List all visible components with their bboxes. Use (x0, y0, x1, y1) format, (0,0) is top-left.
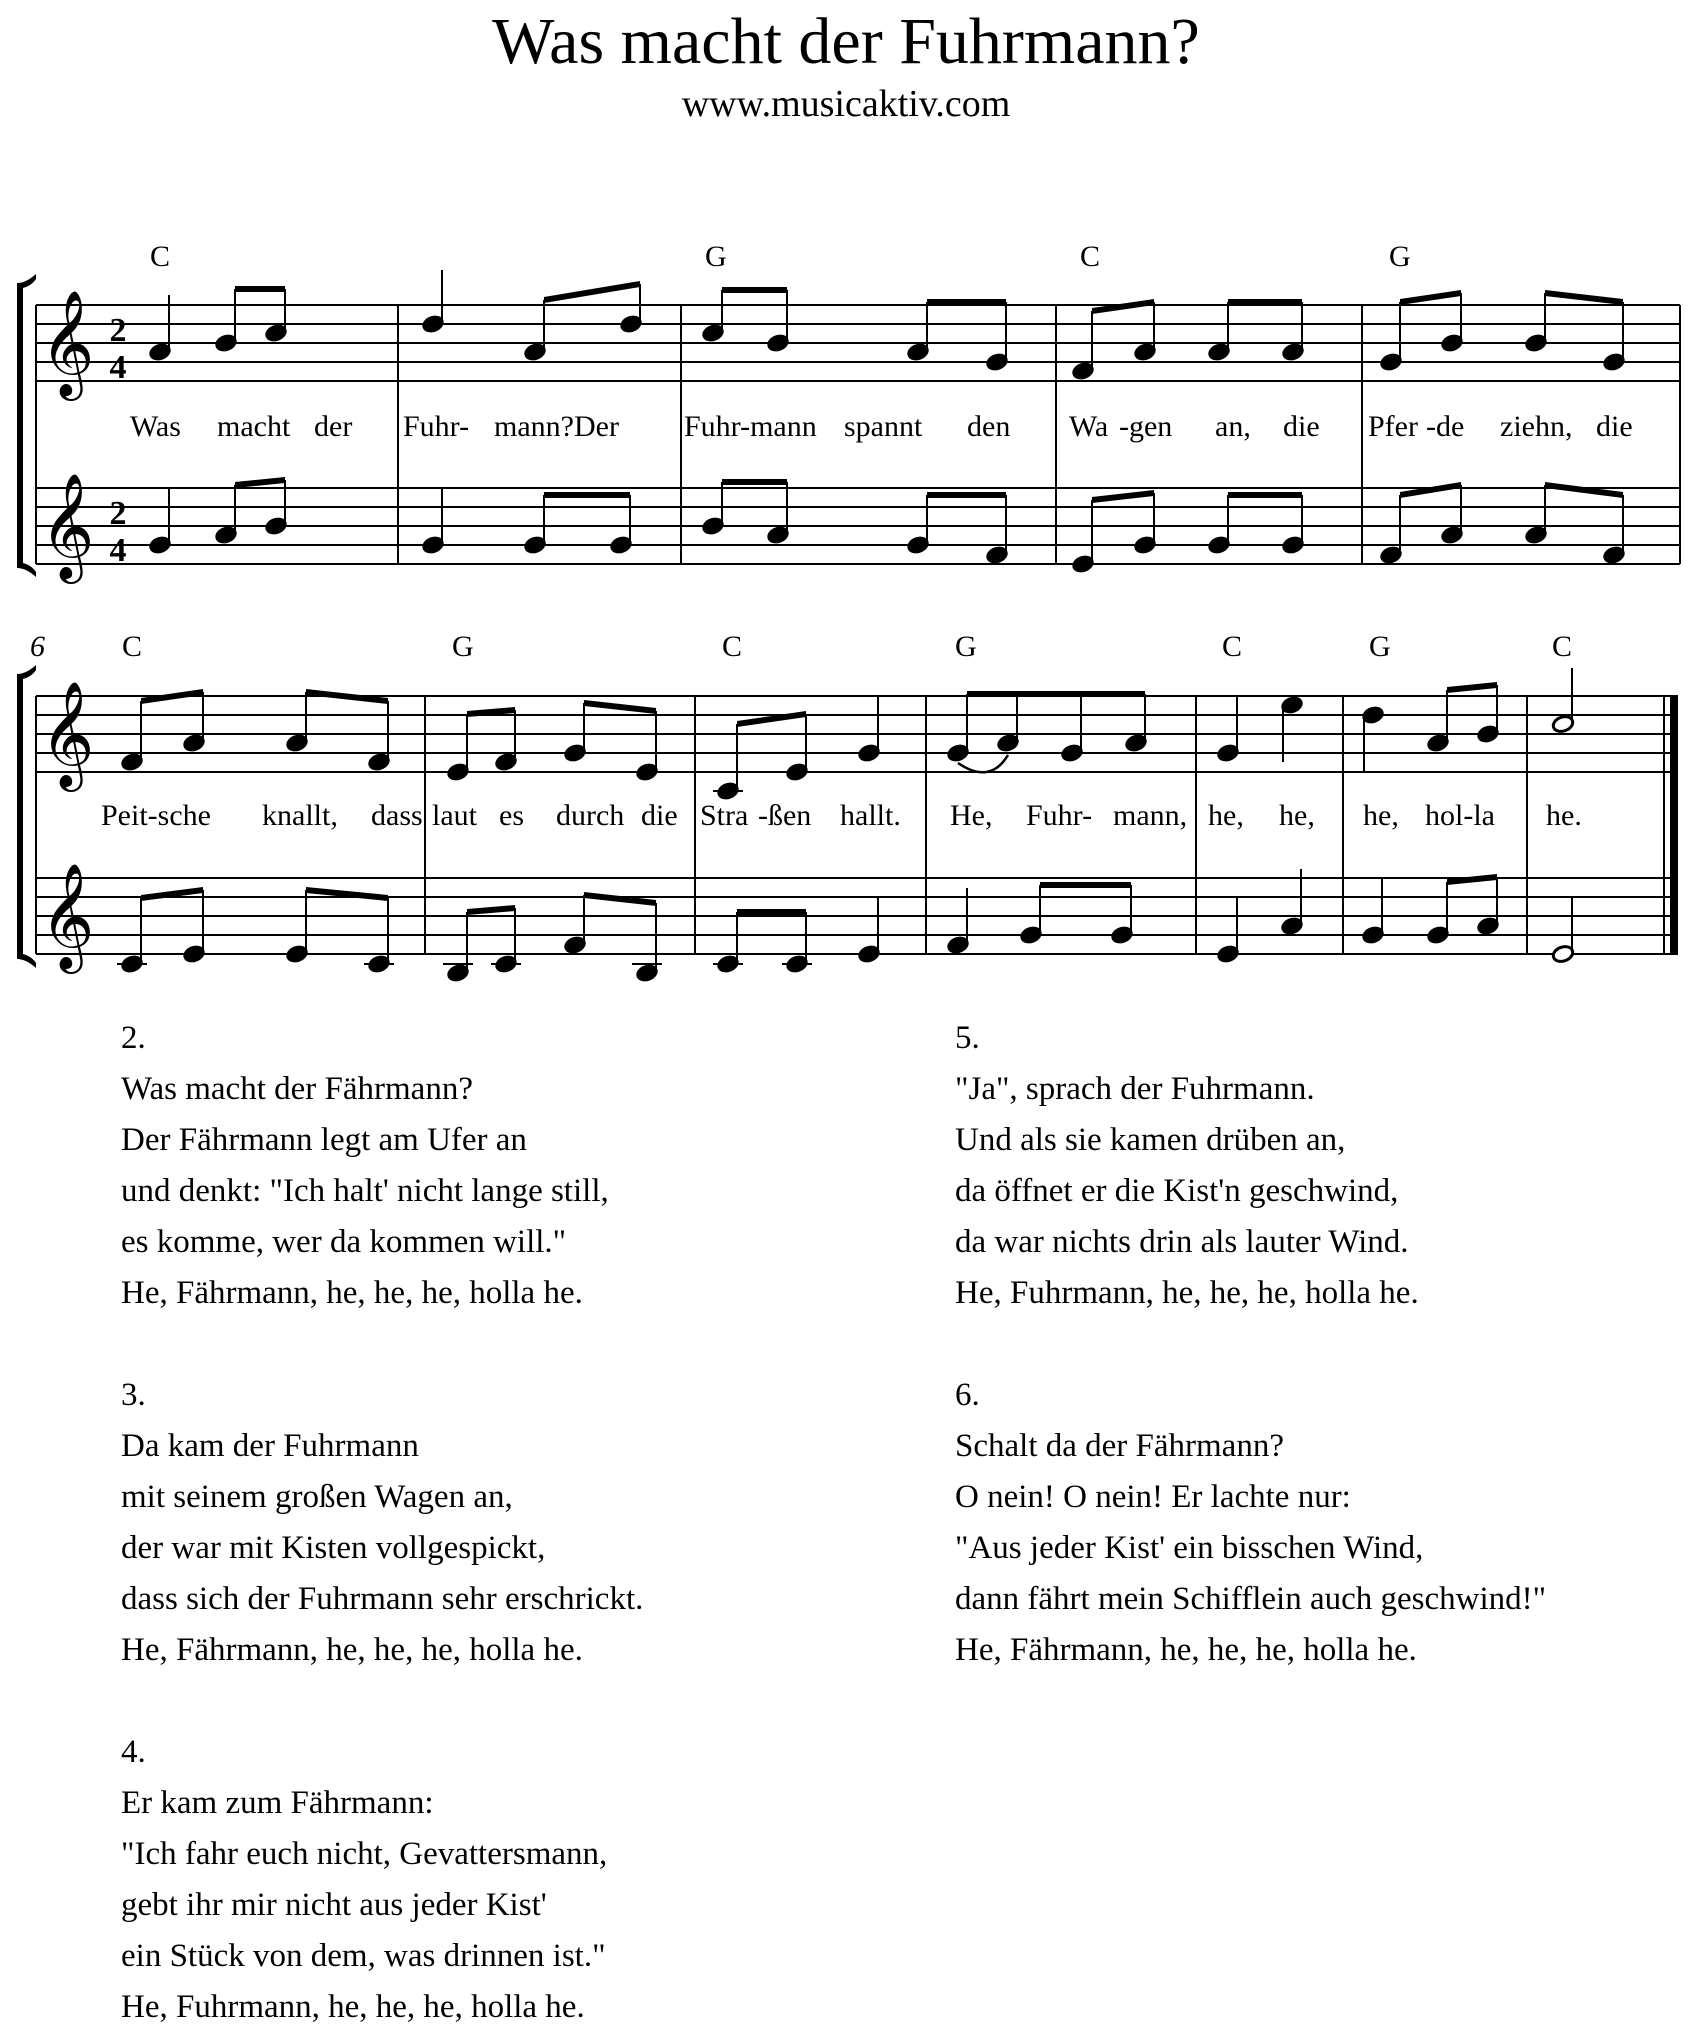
time-signature-top: 2 (109, 312, 127, 349)
lyric-syllable: durch (556, 799, 625, 832)
final-barline (1670, 696, 1678, 954)
lyric-syllable: Fuhr-mann (684, 410, 817, 443)
verse-line: Der Fährmann legt am Ufer an (121, 1122, 527, 1158)
verse-line: He, Fährmann, he, he, he, holla he. (121, 1275, 583, 1311)
lyric-syllable: he, (1363, 799, 1399, 832)
song-title: Was macht der Fuhrmann? (492, 5, 1200, 78)
verse-line: da war nichts drin als lauter Wind. (955, 1224, 1409, 1260)
verse-line: He, Fährmann, he, he, he, holla he. (121, 1632, 583, 1668)
chord-symbol: C (1552, 630, 1573, 663)
verse-line: He, Fährmann, he, he, he, holla he. (955, 1632, 1417, 1668)
system-bracket (17, 274, 36, 577)
lyric-syllable: hallt. (840, 799, 901, 832)
chord-symbol: G (705, 240, 727, 273)
lyric-syllable: die (1283, 410, 1320, 443)
time-signature-bottom: 4 (109, 349, 127, 386)
system-2 (17, 630, 1678, 983)
verse-line: der war mit Kisten vollgespickt, (121, 1530, 546, 1566)
website-url: www.musicaktiv.com (681, 83, 1011, 125)
notes-top-1 (148, 270, 1626, 381)
sheet-music (0, 0, 1692, 1010)
verse-3 (121, 1370, 643, 1676)
verse-number: 4. (121, 1734, 146, 1770)
verse-line: "Ja", sprach der Fuhrmann. (955, 1071, 1315, 1107)
time-signature-bottom: 4 (109, 532, 127, 569)
chord-symbol: C (1222, 630, 1243, 663)
verse-line: "Ich fahr euch nicht, Gevattersmann, (121, 1836, 608, 1872)
lyric-syllable: die (1596, 410, 1633, 443)
lyric-syllable: hol-la (1425, 799, 1495, 832)
measure-number: 6 (30, 630, 45, 663)
lyric-syllable: an, (1215, 410, 1251, 443)
chord-symbol: C (150, 240, 171, 273)
verse-6 (955, 1370, 1546, 1676)
lyric-syllable: Was (130, 410, 181, 443)
verse-line: He, Fuhrmann, he, he, he, holla he. (121, 1989, 585, 2025)
verse-line: Schalt da der Fährmann? (955, 1428, 1284, 1464)
lyric-syllable: mann, (1113, 799, 1188, 832)
notes-bottom-2 (117, 869, 1575, 983)
lyric-syllable: knallt, (262, 799, 338, 832)
chord-symbol: C (1080, 240, 1101, 273)
lyric-syllable: spannt (844, 410, 923, 443)
treble-clef-icon: 𝄞 (40, 292, 95, 394)
verse-line: O nein! O nein! Er lachte nur: (955, 1479, 1351, 1515)
lyric-syllable: die (641, 799, 678, 832)
lyric-syllable: Fuhr- (1026, 799, 1093, 832)
verse-line: mit seinem großen Wagen an, (121, 1479, 513, 1515)
lyric-syllable: macht (217, 410, 291, 443)
verse-line: es komme, wer da kommen will." (121, 1224, 567, 1260)
lyric-syllable: dass (371, 799, 423, 832)
verse-number: 5. (955, 1020, 980, 1056)
lyric-syllable: der (314, 410, 353, 443)
verse-line: dann fährt mein Schifflein auch geschwind!" (955, 1581, 1547, 1617)
chord-symbol: G (955, 630, 977, 663)
verses-left-column (121, 1013, 643, 2033)
verse-line: dass sich der Fuhrmann sehr erschrickt. (121, 1581, 644, 1617)
verse-2 (121, 1013, 643, 1319)
staff-top (36, 696, 1678, 772)
verse-number: 2. (121, 1020, 146, 1056)
chord-symbol: C (122, 630, 143, 663)
lyric-syllable: Wa (1069, 410, 1109, 443)
lyric-syllable: Stra (700, 799, 749, 832)
chord-symbol: C (722, 630, 743, 663)
lyric-syllable: -gen (1119, 410, 1173, 443)
lyric-syllable: laut (432, 799, 477, 832)
lyric-syllable: Pfer (1368, 410, 1418, 443)
verses-right-column (955, 1013, 1546, 1676)
chord-symbol: G (1389, 240, 1411, 273)
lyric-syllable: he. (1546, 799, 1582, 832)
verse-line: und denkt: "Ich halt' nicht lange still, (121, 1173, 609, 1209)
verse-4 (121, 1727, 643, 2033)
lyric-syllable: Peit-sche (101, 799, 211, 832)
lyric-syllable: he, (1279, 799, 1315, 832)
lyric-syllable: es (499, 799, 524, 832)
lyric-syllable: He, (950, 799, 993, 832)
verse-number: 3. (121, 1377, 146, 1413)
chord-symbol: G (1369, 630, 1391, 663)
verse-number: 6. (955, 1377, 980, 1413)
verse-line: "Aus jeder Kist' ein bisschen Wind, (955, 1530, 1424, 1566)
chord-symbol: G (452, 630, 474, 663)
lyric-syllable: ziehn, (1500, 410, 1573, 443)
lyric-syllable: he, (1208, 799, 1244, 832)
staff-top (36, 305, 1680, 381)
lyric-syllable: -de (1426, 410, 1465, 443)
lyric-syllable: mann?Der (494, 410, 619, 443)
verse-line: ein Stück von dem, was drinnen ist." (121, 1938, 606, 1974)
lyric-syllable: Fuhr- (403, 410, 470, 443)
treble-clef-icon: 𝄞 (40, 475, 95, 577)
verse-line: Was macht der Fährmann? (121, 1071, 473, 1107)
verse-line: gebt ihr mir nicht aus jeder Kist' (121, 1887, 547, 1923)
treble-clef-icon: 𝄞 (40, 683, 95, 785)
verse-line: da öffnet er die Kist'n geschwind, (955, 1173, 1399, 1209)
time-signature-top: 2 (109, 495, 127, 532)
verse-line: Da kam der Fuhrmann (121, 1428, 419, 1464)
lyrics-2 (101, 799, 1582, 832)
verse-line: Und als sie kamen drüben an, (955, 1122, 1346, 1158)
lyrics-1 (130, 410, 1633, 443)
verse-5 (955, 1013, 1546, 1319)
verse-line: He, Fuhrmann, he, he, he, holla he. (955, 1275, 1419, 1311)
lyric-syllable: den (967, 410, 1011, 443)
verse-line: Er kam zum Fährmann: (121, 1785, 434, 1821)
lyric-syllable: -ßen (758, 799, 812, 832)
treble-clef-icon: 𝄞 (40, 865, 95, 967)
system-1 (17, 240, 1680, 584)
system-bracket (17, 665, 36, 968)
